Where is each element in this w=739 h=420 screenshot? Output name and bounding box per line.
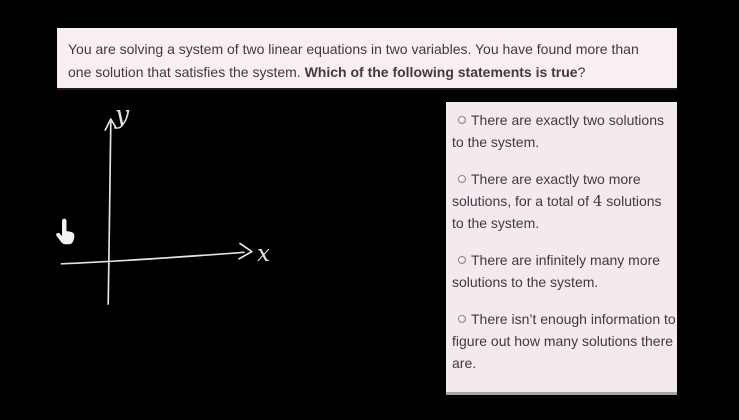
x-axis-label: x (257, 241, 270, 267)
hand-pointer-icon (54, 218, 76, 245)
choice-option-4[interactable] (452, 308, 677, 374)
choice-option-1[interactable] (452, 109, 677, 153)
choice-text: solutions to the system. (452, 193, 662, 231)
radio-icon[interactable] (458, 175, 466, 183)
choice-text: There isn’t enough information to figure out how many solutions there are. (452, 311, 676, 371)
answer-choices-panel (446, 102, 677, 392)
x-axis-line (62, 252, 245, 263)
choice-option-2[interactable] (452, 168, 677, 234)
radio-icon[interactable] (458, 116, 466, 124)
question-text-suffix: ? (577, 64, 586, 80)
math-number: 4 (592, 192, 603, 210)
question-text-bold: Which of the following statements is true (304, 64, 578, 80)
choice-option-3[interactable] (452, 249, 677, 293)
choice-text: There are exactly two solutions to the system. (452, 112, 664, 150)
question-text: You are solving a system of two linear equations in two variables. You have found more than one solution that satisfies the system. (68, 41, 639, 80)
y-axis-label: y (115, 100, 130, 129)
radio-icon[interactable] (458, 256, 466, 264)
x-axis-arrowhead-icon (239, 244, 252, 259)
choice-text: There are infinitely many more solutions to the system. (452, 252, 661, 290)
y-axis-line (108, 122, 111, 304)
radio-icon[interactable] (458, 315, 466, 323)
choice-text: There are exactly two more solutions, for a total of (452, 171, 641, 209)
